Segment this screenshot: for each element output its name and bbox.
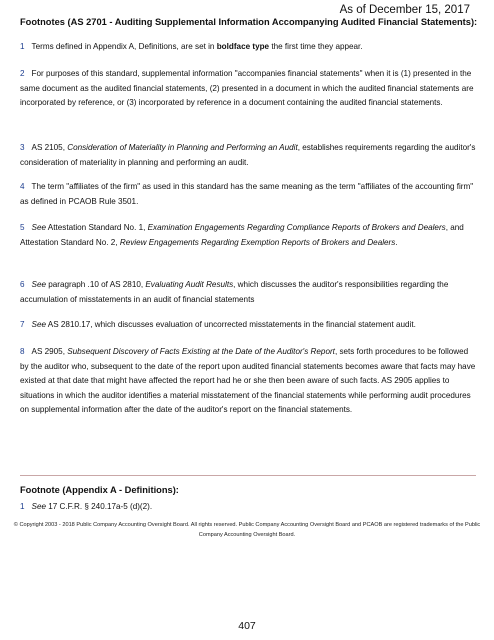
footnote-number[interactable]: 1 [20,502,25,511]
footnote-4 [20,180,478,209]
footnote-text: The term "affiliates of the firm" as used in this standard has the same meaning as the term "affiliates of the accounting firm" as defined in PCAOB Rule 3501. [20,182,474,206]
footnote-text: the first time they appear. [269,42,363,51]
footnote-number[interactable]: 1 [20,42,25,51]
footnote-number[interactable]: 3 [20,143,25,152]
page-number: 407 [238,620,256,632]
footnote-number[interactable]: 7 [20,320,25,329]
footnote-number[interactable]: 4 [20,182,25,191]
see-signal: See [31,320,46,329]
footnote-text: For purposes of this standard, supplemental information "accompanies financial statements" when it is (1) presented in the same document as the audited financial statements, (2) presented in a document in which the audited financial statements are incorporated by reference, or (3) incorporated by reference in a document containing the audited financial statements. [20,69,474,108]
footnotes-heading: Footnotes (AS 2701 - Auditing Supplemental Information Accompanying Audited Financial Statements): [20,17,478,27]
footnote-6 [20,278,478,307]
see-signal: See [31,280,46,289]
footnote-1 [20,40,478,55]
footnote-text: Terms defined in Appendix A, Definitions, are set in [31,42,217,51]
footnote-italic-title: Subsequent Discovery of Facts Existing at the Date of the Auditor's Report [67,347,335,356]
footnote-text: AS 2105, [31,143,68,152]
footnote-text: , and Attestation Standard No. 2, [20,223,464,247]
footnote-number[interactable]: 5 [20,223,25,232]
copyright-notice: © Copyright 2003 - 2018 Public Company Accounting Oversight Board. All rights reserved. Public Company Accounting Oversight Board and PCAOB are registered trademarks of the Public Company Accounting Oversight Board. [13,522,481,538]
see-signal: See [31,502,46,511]
footnote-italic-title: Evaluating Audit Results [145,280,234,289]
footnote-italic-title: Examination Engagements Regarding Compliance Reports of Brokers and Dealers [147,223,446,232]
footnote-text: AS 2810.17, which discusses evaluation of uncorrected misstatements in the financial statement audit. [46,320,416,329]
footnote-text: Attestation Standard No. 1, [46,223,148,232]
footnote-italic-title: Consideration of Materiality in Planning and Performing an Audit [67,143,298,152]
section-divider [20,475,476,476]
footnote-number[interactable]: 8 [20,347,25,356]
footnote-text: , establishes requirements regarding the auditor's consideration of materiality in planning and performing an audit. [20,143,476,167]
footnote-text: AS 2905, [31,347,68,356]
footnote-text: , which discusses the auditor's responsibilities regarding the accumulation of misstatements in an audit of financial statements [20,280,449,304]
footnote-text: . [395,237,398,247]
footnote-number[interactable]: 2 [20,69,25,78]
footnote-text: paragraph .10 of AS 2810, [46,280,146,289]
footnote-8 [20,345,478,418]
footnote-bold-text: boldface type [216,42,270,51]
footnote-text: , sets forth procedures to be followed by the auditor who, subsequent to the date of the report upon audited financial statements becomes aware that facts may have existed at that date that might have affected the report had he or she then been aware of such facts. AS 2905 applies to situations in which the auditor identifies a material misstatement of the financial statements while performing audit procedures on supplemental information after the date of the auditor's report on the financial statements. [20,347,476,415]
see-signal: See [31,223,46,232]
appendix-footnote-heading: Footnote (Appendix A - Definitions): [20,485,179,495]
as-of-date: As of December 15, 2017 [339,4,470,16]
appendix-footnote-1 [20,500,478,515]
footnote-5 [20,221,478,250]
footnote-2 [20,67,478,111]
footnote-3 [20,141,478,170]
footnote-7 [20,318,478,333]
footnote-number[interactable]: 6 [20,280,25,289]
footnote-text: 17 C.F.R. § 240.17a-5 (d)(2). [46,502,153,511]
footnote-italic-title: Review Engagements Regarding Exemption Reports of Brokers and Dealers [119,237,396,247]
